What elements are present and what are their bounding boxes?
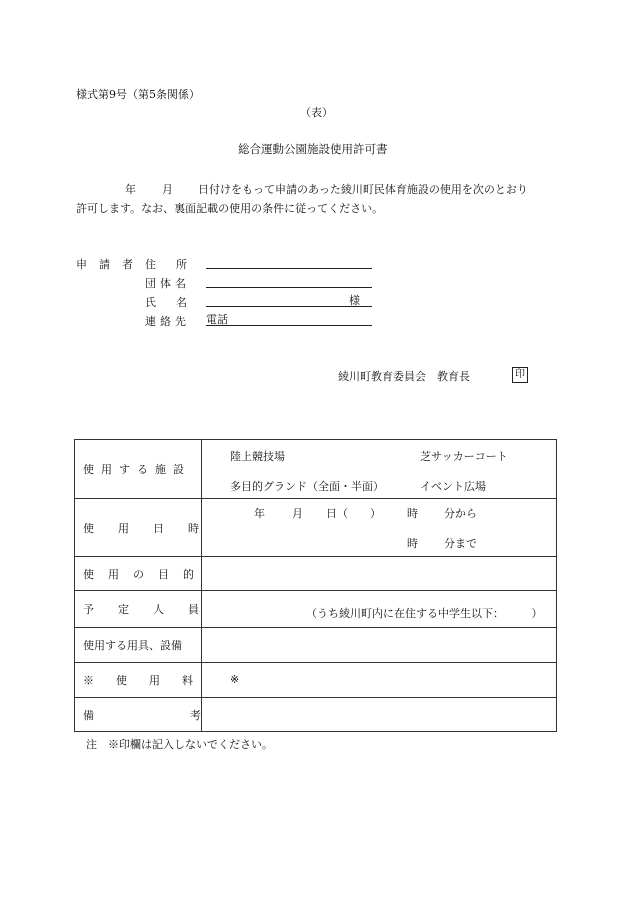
datetime-label-cell [75, 499, 223, 557]
issuer-name: 綾川町教育委員会 教育長 [338, 370, 470, 383]
purpose-label-wrap [83, 566, 208, 582]
table-row [75, 499, 557, 557]
purpose-label: 使用の目的 [83, 567, 208, 581]
facility-label-cell [75, 440, 202, 499]
intro-line2: 許可します。なお、裏面記載の使用の条件に従ってください。 [76, 202, 384, 215]
purpose-value-cell[interactable] [202, 557, 557, 591]
form-number: 様式第9号（第5条関係） [76, 88, 200, 101]
side-label: （表） [300, 106, 333, 119]
fee-values [202, 663, 556, 697]
name-suffix: 様 [349, 294, 360, 307]
equipment-value-cell[interactable] [202, 628, 557, 663]
datetime-hour-from: 時 [407, 507, 418, 520]
table-row [75, 663, 557, 698]
address-label: 住所 [145, 258, 207, 271]
facility-option-soccer[interactable]: 芝サッカーコート [420, 450, 508, 463]
table-row [75, 628, 557, 663]
seal-stamp: 印 [512, 367, 528, 383]
table-row [75, 557, 557, 591]
name-field[interactable] [206, 294, 372, 307]
people-value-cell[interactable] [202, 591, 557, 628]
table-row [75, 591, 557, 628]
remarks-label-cell [75, 698, 297, 732]
table-row [75, 698, 557, 732]
facility-option-track[interactable]: 陸上競技場 [230, 450, 285, 463]
equipment-label-wrap [83, 637, 195, 653]
datetime-until: 分まで [444, 537, 477, 550]
purpose-label-cell [75, 557, 208, 591]
datetime-values [202, 499, 556, 556]
datetime-month: 月 [292, 507, 303, 520]
people-values [202, 591, 556, 627]
intro-line1: 日付けをもって申請のあった綾川町民体育施設の使用を次のとおり [198, 183, 528, 196]
fee-mark: ※ [230, 673, 240, 686]
group-label: 団体名 [145, 277, 190, 290]
contact-label: 連絡先 [145, 315, 190, 328]
equipment-label-cell [75, 628, 202, 663]
table-row [75, 440, 557, 499]
remarks-label-wrap [83, 707, 297, 723]
facility-label-wrap [83, 461, 195, 477]
fee-label: ※使用料 [83, 674, 215, 687]
datetime-year: 年 [254, 507, 265, 520]
facility-options-cell[interactable] [202, 440, 557, 499]
fee-label-wrap [83, 672, 215, 688]
people-label-wrap [83, 601, 223, 617]
fee-label-cell [75, 663, 215, 698]
remarks-label: 備考 [83, 708, 297, 722]
facility-options [202, 440, 556, 498]
people-label-cell [75, 591, 223, 628]
contact-field[interactable] [206, 313, 372, 326]
name-label: 氏名 [145, 296, 207, 309]
contact-prefix: 電話 [206, 313, 228, 326]
datetime-day: 日（ ） [326, 507, 381, 520]
footnote: 注 ※印欄は記入しないでください。 [86, 738, 273, 751]
page-title: 総合運動公園施設使用許可書 [238, 142, 388, 156]
facility-label: 使用する施設 [83, 463, 191, 476]
applicant-heading-text: 申請者 [76, 258, 145, 271]
facility-option-event[interactable]: イベント広場 [420, 480, 486, 493]
datetime-from: 分から [444, 507, 477, 520]
intro-year: 年 [125, 183, 136, 196]
equipment-label: 使用する用具、設備 [83, 639, 182, 652]
applicant-heading [76, 256, 145, 272]
datetime-value-cell[interactable] [202, 499, 557, 557]
datetime-label: 使用日時 [83, 521, 223, 535]
people-note: （うち綾川町内に在住する中学生以下： ） [306, 607, 543, 620]
datetime-hour-until: 時 [407, 537, 418, 550]
datetime-label-wrap [83, 520, 223, 536]
people-label: 予定人員 [83, 603, 223, 616]
permit-table [74, 439, 557, 732]
group-field[interactable] [206, 275, 372, 288]
fee-value-cell [202, 663, 557, 698]
address-field[interactable] [206, 256, 372, 269]
facility-option-ground[interactable]: 多目的グランド（全面・半面） [230, 480, 384, 493]
intro-month: 月 [162, 183, 173, 196]
